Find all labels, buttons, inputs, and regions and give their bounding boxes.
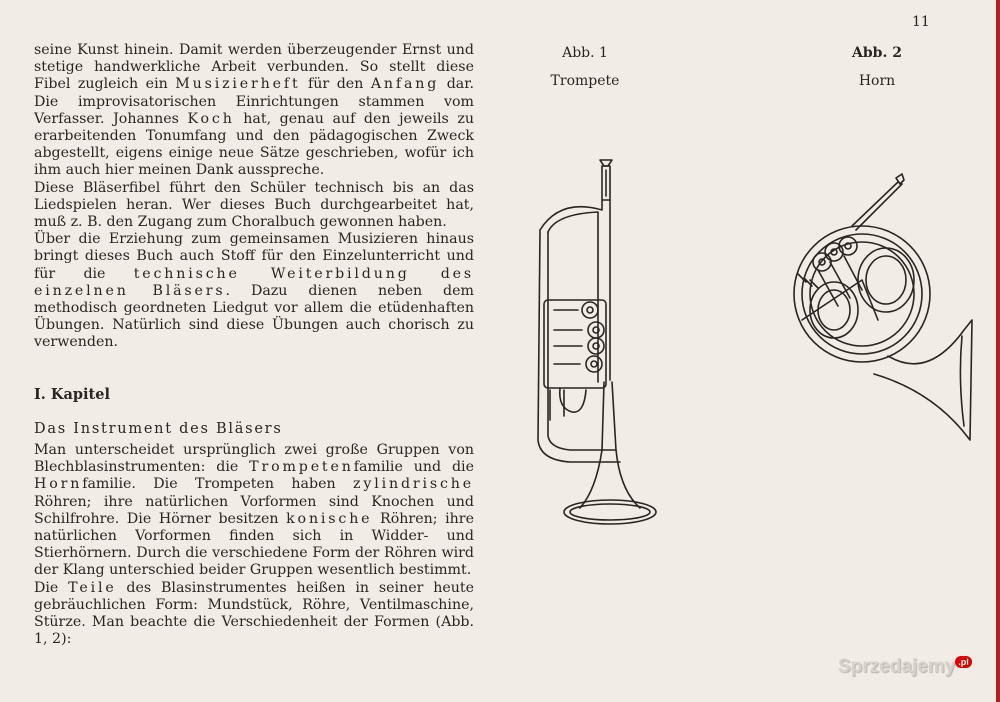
chapter-paragraph-2: Die Teile des Blasinstrumentes heißen in seiner heute gebräuchlichen Form: Mundstück, Röhre, Ventilmaschine, Stürze. Man beachte die Verschiedenheit der Formen (Abb. 1, 2): bbox=[34, 579, 474, 648]
section-title: Das Instrument des Bläsers bbox=[34, 420, 283, 437]
intro-paragraph-2: Diese Bläserfibel führt den Schüler technisch bis an das Liedspielen heran. Wer dieses Buch durchgearbeitet hat, muß z. B. den Zugang zum Choralbuch gewonnen haben. bbox=[34, 179, 474, 231]
watermark-logo: Sprzedajemy $^{.pl}$ bbox=[838, 656, 972, 678]
spaced-term-koch: Koch bbox=[187, 110, 235, 127]
intro-paragraph-3: Über die Erziehung zum gemeinsamen Musizieren hinaus bringt dieses Buch auch Stoff für den Einzelunterricht und für die technische Weiterbildung des einzelnen Bläsers. Dazu dienen neben dem methodisch geordneten Liedgut vor allem die etüdenhaften Übungen. Natürlich sind diese Übungen auch chorisch zu verwenden. bbox=[34, 231, 474, 351]
chapter-paragraph-1: Man unterscheidet ursprünglich zwei große Gruppen von Blechblasinstrumenten: die Trompetenfamilie und die Hornfamilie. Die Trompeten haben zylindrische Röhren; ihre natürlichen Vorformen sind Knochen und Schilfrohre. Die Hörner besitzen konische Röhren; ihre natürlichen Vorformen finden sich in Widder- und Stierhörnern. Durch die verschiedene Form der Röhren wird der Klang unterschied beider Gruppen wesentlich bestimmt. bbox=[34, 442, 474, 579]
page-number: 11 bbox=[912, 14, 930, 30]
page-edge bbox=[996, 0, 1000, 702]
figure-2-caption: Horn bbox=[858, 73, 896, 89]
spaced-term-trompeten: Trompeten bbox=[249, 459, 354, 476]
spaced-term-horn: Horn bbox=[34, 476, 83, 493]
horn-drawing bbox=[778, 170, 978, 445]
intro-paragraph-1: seine Kunst hinein. Damit werden überzeugender Ernst und stetige handwerkliche Arbeit verbunden. So stellt diese Fibel zugleich ein Musizierheft für den Anfang dar. Die improvisatorischen Einrichtungen stammen vom Verfasser. Johannes Koch hat, genau auf den jeweils zu erarbeitenden Tonumfang und den pädagogischen Zweck abgestellt, eigens einige neue Sätze geschrieben, wofür ich ihm auch hier meinen Dank ausspreche. bbox=[34, 42, 474, 179]
figure-1-caption: Trompete bbox=[550, 73, 620, 89]
figure-1-number: Abb. 1 bbox=[562, 45, 608, 61]
spaced-term-anfang: Anfang bbox=[370, 76, 440, 93]
spaced-term-zylindrische: zylindrische bbox=[353, 476, 474, 493]
trumpet-drawing bbox=[520, 150, 680, 535]
spaced-term-weiterbildung: technische Weiterbildung des einzelnen Bläsers bbox=[34, 265, 474, 299]
spaced-term-konische: konische bbox=[286, 510, 373, 527]
chapter-heading: I. Kapitel bbox=[34, 385, 110, 403]
text-column bbox=[34, 42, 474, 649]
spaced-term-teile: Teile bbox=[68, 579, 117, 596]
spaced-term-musizierheft: Musizierheft bbox=[175, 76, 301, 93]
figure-2-number: Abb. 2 bbox=[852, 45, 902, 61]
